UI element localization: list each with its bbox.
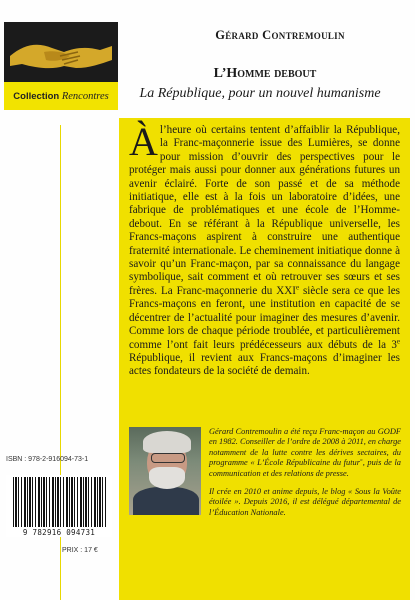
book-subtitle: La République, pour un nouvel humanisme <box>139 86 381 101</box>
barcode-number: 9 782916 094731 <box>22 528 96 537</box>
summary-text-part-3: République, il revient aux Francs-maçons d’imaginer les actes fondateurs de la société de demain. <box>129 351 400 378</box>
price-label: PRIX : 17 € <box>62 547 98 554</box>
author-bio <box>209 427 401 526</box>
dropcap: À <box>129 119 158 164</box>
author-name: Gérard Contremoulin <box>215 28 345 42</box>
collection-label-bold: Collection <box>13 91 60 102</box>
bio-p1-a: Gérard Contremoulin a été reçu Franc-maçon au GODF en 1982. Conseiller de l’ordre de 2008 à 2011, en charge notamment de la lutte contre les dérives sectaires, du programme « L’École Républicaine du futur <box>209 427 401 468</box>
collection-label-italic: Rencontres <box>61 91 109 102</box>
handshake-logo <box>4 22 118 82</box>
summary-text-part-2: siècle sera ce que les Francs-maçons en feront, une institution en capacité de se décentrer de l’actualité pour imaginer des mesures d’avenir. Comme lors de chaque période troublée, et particulièrement comme l’ont fait leurs prédécesseurs aux débuts de la 3 <box>129 284 401 351</box>
book-title: L’Homme debout <box>213 66 317 81</box>
author-photo <box>129 427 201 515</box>
bio-paragraph-2: Il crée en 2010 et anime depuis, le blog « Sous la Voûte étoilée ». Depuis 2016, il est délégué départemental de l’Éducation Nationale. <box>209 487 401 517</box>
collection-badge <box>4 22 118 110</box>
bio-p1-b: , puis de la communication et des relations de presse. <box>209 458 401 478</box>
collection-label <box>4 86 118 108</box>
isbn-label: ISBN : 978-2-916094-73-1 <box>6 456 89 463</box>
barcode-bars <box>13 477 107 527</box>
summary-text <box>129 119 401 379</box>
summary-text-part-1: l’heure où certains tentent d’affaiblir la République, la Franc-maçonnerie issue des Lumières, se donne pour mission d’ouvrir des perspectives pour le protéger mais aussi pour donner aux générations futures un avenir éclairé. Forte de son passé et de sa méthode initiatique, elle est à la fois un laboratoire d’idées, une fabrique de problématiques et une école de l’Homme-debout. En se référant à la République universelle, les Francs-maçons aspirent à construire une authentique fraternité internationale. Le cheminement initiatique donne à savoir qu’un Franc-maçon, par sa connaissance du langage symbolique, sait comment et où retrouver ses sœurs et ses frères. La Franc-maçonnerie du XXI <box>129 124 400 297</box>
republic-superscript: e <box>396 336 400 345</box>
bio-p1-sup: » <box>359 457 363 464</box>
summary-panel <box>119 118 410 600</box>
century-superscript: e <box>295 283 300 292</box>
barcode <box>6 475 112 537</box>
bio-paragraph-1 <box>209 427 401 479</box>
